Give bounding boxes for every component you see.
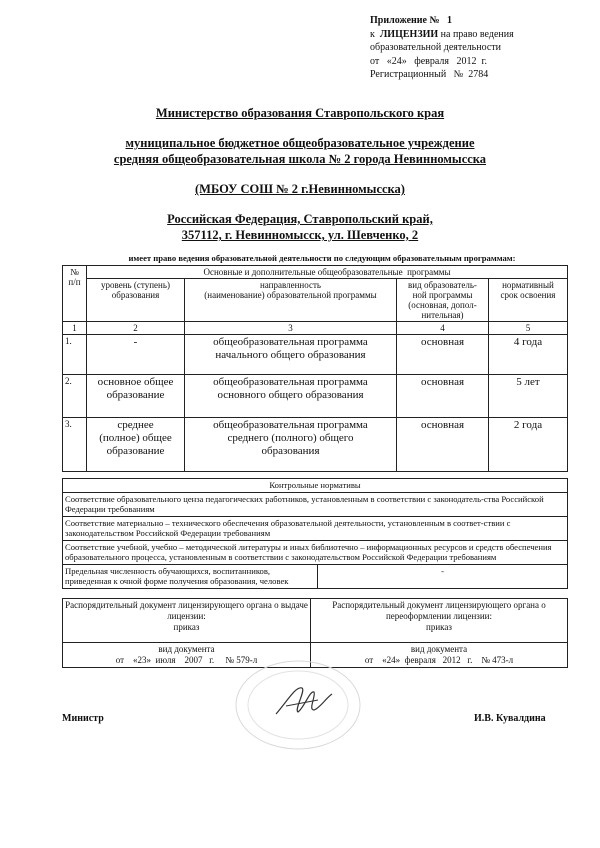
institution-short-name: (МБОУ СОШ № 2 г.Невинномысска) <box>195 182 405 196</box>
row-type: основная <box>397 335 489 375</box>
appendix-date: от «24» февраля 2012 г. <box>370 55 487 67</box>
norm-item: Соответствие учебной, учебно – методической литературы и иных библиотечно – информационных ресурсов и средств обеспечения образовательного процесса, установленным в соответствии с законодательством Российской Федерации требованиям <box>63 540 568 564</box>
row-number: 1. <box>63 335 87 375</box>
doc-type-label: вид документа <box>410 644 468 654</box>
row-term: 4 года <box>489 335 568 375</box>
appendix-license-rest: на право ведения <box>440 28 514 40</box>
control-norms-table <box>62 478 568 589</box>
row-direction: общеобразовательная программа начального общего образования <box>185 335 397 375</box>
appendix-registration: Регистрационный № 2784 <box>370 69 489 80</box>
row-type: основная <box>397 418 489 472</box>
index-cell: 1 <box>63 322 87 335</box>
issue-document-kind: приказ <box>173 622 200 632</box>
col-type-header: вид образователь- ной программы (основная, допол- нительная) <box>397 279 489 322</box>
row-level: основное общее образование <box>87 375 185 418</box>
institution-line-1: муниципальное бюджетное общеобразовательное учреждение <box>125 136 475 150</box>
reissue-document-title: Распорядительный документ лицензирующего органа о переоформлении лицензии: <box>332 600 546 621</box>
table-row <box>63 335 568 375</box>
row-direction: общеобразовательная программа среднего (полного) общего образования <box>185 418 397 472</box>
table-row <box>63 375 568 418</box>
signature-image <box>268 680 338 720</box>
address-line-1: Российская Федерация, Ставропольский край, <box>167 212 433 226</box>
issue-document-cell <box>63 599 311 643</box>
appendix-activity: образовательной деятельности <box>370 42 501 53</box>
norms-header: Контрольные нормативы <box>63 479 568 493</box>
enrollment-value: - <box>318 564 568 588</box>
doc-type-label: вид документа <box>158 644 215 654</box>
row-direction: общеобразовательная программа основного общего образования <box>185 375 397 418</box>
row-number: 2. <box>63 375 87 418</box>
signatory-title: Министр <box>62 713 104 724</box>
table-row <box>63 418 568 472</box>
appendix-number: 1 <box>447 15 453 26</box>
address-line-2: 357112, г. Невинномысск, ул. Шевченко, 2 <box>181 228 419 242</box>
ministry-title: Министерство образования Ставропольского края <box>155 106 445 120</box>
row-level: среднее (полное) общее образование <box>87 418 185 472</box>
norm-item: Соответствие материально – технического обеспечения образовательной деятельности, установленным в соответ-ствии с законодательством Российской Федерации требованиям <box>63 516 568 540</box>
norm-item: Соответствие образовательного ценза педагогических работников, установленным в соответствии с законодатель-ства Российской Федерации требованиям <box>63 492 568 516</box>
reissue-document-kind: приказ <box>426 622 452 632</box>
index-cell: 4 <box>397 322 489 335</box>
appendix-prefix: к <box>370 28 375 40</box>
index-cell: 2 <box>87 322 185 335</box>
programs-table <box>62 265 568 472</box>
col-number-header: № п/п <box>63 266 87 322</box>
row-level: - <box>87 335 185 375</box>
row-term: 5 лет <box>489 375 568 418</box>
issue-document-title: Распорядительный документ лицензирующего органа о выдаче лицензии: <box>65 600 308 621</box>
programs-group-header: Основные и дополнительные общеобразовательные программы <box>87 266 568 279</box>
col-direction-header: направленность (наименование) образовательной программы <box>185 279 397 322</box>
enrollment-label: Предельная численность обучающихся, воспитанников, приведенная к очной форме получения образования, человек <box>63 564 318 588</box>
signatory-name: И.В. Кувалдина <box>474 713 546 724</box>
col-level-header: уровень (ступень) образования <box>87 279 185 322</box>
issue-document-date: от «23» июля 2007 г. № 579-л <box>115 655 258 665</box>
row-term: 2 года <box>489 418 568 472</box>
reissue-document-cell <box>311 599 568 643</box>
row-number: 3. <box>63 418 87 472</box>
row-type: основная <box>397 375 489 418</box>
programs-intro: имеет право ведения образовательной деятельности по следующим образовательным программам: <box>128 253 516 263</box>
index-row <box>63 322 568 335</box>
institution-line-2: средняя общеобразовательная школа № 2 города Невинномысска <box>113 152 487 166</box>
index-cell: 3 <box>185 322 397 335</box>
appendix-label: Приложение № <box>370 15 440 26</box>
reissue-document-date: от «24» февраля 2012 г. № 473-л <box>364 655 514 665</box>
col-term-header: нормативный срок освоения <box>489 279 568 322</box>
index-cell: 5 <box>489 322 568 335</box>
appendix-block <box>370 14 590 82</box>
appendix-license-word: ЛИЦЕНЗИИ <box>379 28 439 40</box>
